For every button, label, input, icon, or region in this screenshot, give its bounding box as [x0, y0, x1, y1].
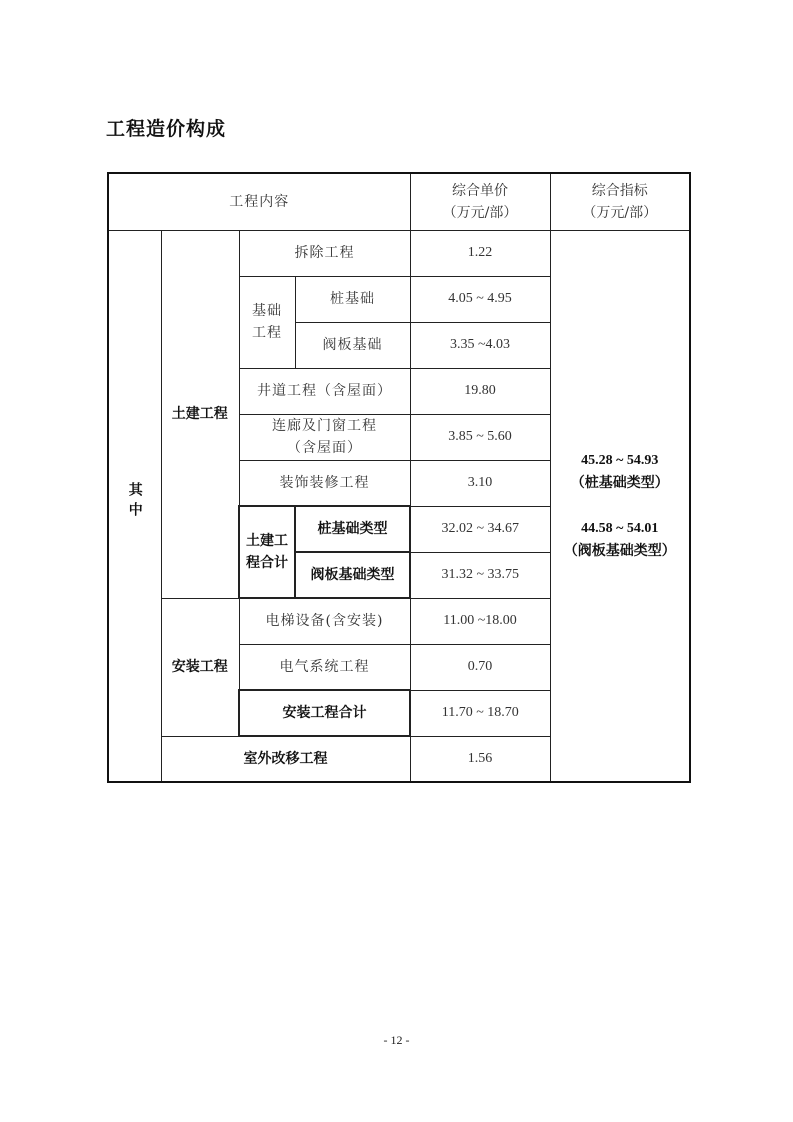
zhuangjichu-name: 桩基础: [295, 276, 410, 322]
index-faban-value: 44.58 ~ 54.01: [581, 520, 659, 536]
heji-faban-price: 31.32 ~ 33.75: [410, 552, 550, 598]
dianqi-price: 0.70: [410, 644, 550, 690]
anzhuang-label: 安装工程: [161, 598, 239, 736]
header-unit-price-line2: （万元/部）: [442, 204, 518, 221]
zhuangshi-price: 3.10: [410, 460, 550, 506]
fabanjichu-price: 3.35 ~4.03: [410, 322, 550, 368]
zhuangshi-name: 装饰装修工程: [239, 460, 410, 506]
index-zhuang-label: （桩基础类型）: [570, 474, 669, 491]
qizhong-cell: 其中: [108, 230, 161, 782]
shiwai-price: 1.56: [410, 736, 550, 782]
tujian-label: 土建工程: [161, 230, 239, 598]
table-row: [108, 230, 690, 276]
shiwai-name: 室外改移工程: [161, 736, 410, 782]
chaichu-name: 拆除工程: [239, 230, 410, 276]
heji-faban-name: 阀板基础类型: [295, 552, 410, 598]
table-header-row: [108, 173, 690, 230]
heji-zhuang-name: 桩基础类型: [295, 506, 410, 552]
page-title: 工程造价构成: [106, 118, 227, 140]
dianti-name: 电梯设备(含安装): [239, 598, 410, 644]
heji-zhuang-price: 32.02 ~ 34.67: [410, 506, 550, 552]
jingdao-price: 19.80: [410, 368, 550, 414]
index-faban-label: （阀板基础类型）: [563, 542, 676, 559]
header-index: [550, 173, 690, 230]
zhuangjichu-price: 4.05 ~ 4.95: [410, 276, 550, 322]
composite-index-cell: [550, 230, 690, 782]
header-index-line2: （万元/部）: [582, 204, 658, 221]
dianti-price: 11.00 ~18.00: [410, 598, 550, 644]
chaichu-price: 1.22: [410, 230, 550, 276]
jichu-gongcheng-label: 基础 工程: [239, 276, 295, 368]
anzhuang-heji-price: 11.70 ~ 18.70: [410, 690, 550, 736]
index-zhuang-value: 45.28 ~ 54.93: [581, 452, 659, 468]
anzhuang-heji-name: 安装工程合计: [239, 690, 410, 736]
page-number: - 12 -: [383, 1033, 410, 1047]
lianlang-price: 3.85 ~ 5.60: [410, 414, 550, 460]
tujian-heji-label: 土建工 程合计: [239, 506, 295, 598]
header-content: 工程内容: [108, 173, 410, 230]
jingdao-name: 井道工程（含屋面）: [239, 368, 410, 414]
header-unit-price: [410, 173, 550, 230]
cost-table: [107, 172, 691, 783]
fabanjichu-name: 阀板基础: [295, 322, 410, 368]
header-unit-price-line1: 综合单价: [452, 182, 508, 199]
header-index-line1: 综合指标: [591, 182, 648, 199]
dianqi-name: 电气系统工程: [239, 644, 410, 690]
lianlang-name: 连廊及门窗工程 （含屋面）: [239, 414, 410, 460]
